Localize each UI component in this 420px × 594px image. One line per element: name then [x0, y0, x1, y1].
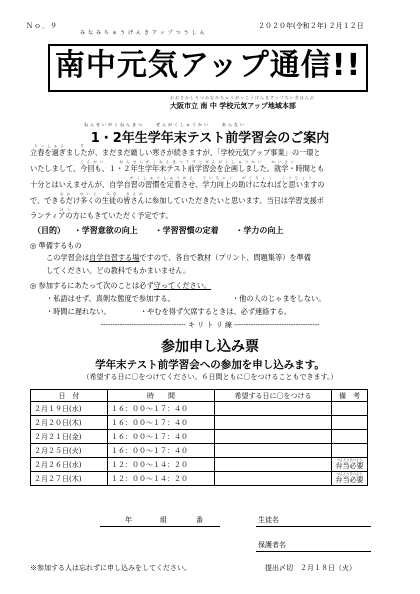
table-row: [31, 430, 368, 444]
note-cell: [332, 472, 368, 486]
student-name-field[interactable]: [256, 526, 371, 527]
attendance-checkbox-cell[interactable]: [215, 444, 332, 458]
date-cell: ２月１９日(水): [31, 402, 108, 416]
table-row: [31, 458, 368, 472]
title-ruby: みなみちゅうげんきアップつうしん: [80, 30, 208, 36]
rule-item: ・他の人のじゃまをしない。: [232, 294, 326, 303]
column-header: 日 付: [31, 390, 108, 402]
rule-item: ・やむを得ず欠席するときは、必ず連絡する。: [140, 307, 291, 316]
items-to-bring-text-2: してください。どの教科でもかまいません。: [46, 266, 191, 275]
aim-item: ・学習意欲の向上: [73, 226, 138, 235]
newsletter-subtitle: 大阪市立 南 中 学校元気アップ地域本部: [170, 102, 296, 110]
note-cell: [332, 402, 368, 416]
attendance-checkbox-cell[interactable]: [215, 416, 332, 430]
note-cell: [332, 416, 368, 430]
date-cell: ２月２７日(木): [31, 472, 108, 486]
cut-line: ------------------------------------ キ リ ト リ 線 ------------------------------------: [100, 321, 320, 329]
issue-date: ２０２０年(令和２年) ２月１２日: [258, 22, 364, 30]
class-label: 組: [160, 516, 167, 524]
time-cell: １６：００～１７：４０: [108, 402, 215, 416]
grade-label: 年: [125, 516, 132, 524]
guardian-name-field[interactable]: [256, 551, 371, 552]
submission-deadline: 提出〆切 ２月１８日（火）: [265, 564, 356, 572]
document-number: Ｎｏ．９: [26, 22, 58, 30]
note-cell: [332, 430, 368, 444]
note-ruby: べんとうひつよう: [336, 472, 363, 477]
items-to-bring-text: [46, 253, 311, 263]
heading-ruby: ねんせいがくねんまつ ぜんがくしゅうかい あんない: [84, 122, 246, 127]
time-cell: １２：００～１４：２０: [108, 472, 215, 486]
subtitle-ruby: おおさかしりつみなみちゅうがっこうげんきアップちいきほんぶ: [170, 95, 315, 100]
body-ruby-1: りっしゅん す: [34, 144, 87, 148]
attendance-checkbox-cell[interactable]: [215, 472, 332, 486]
note-text: 弁当必要: [335, 475, 364, 484]
table-row: [31, 444, 368, 458]
student-name-label: 生徒名: [258, 516, 279, 524]
note-cell: [332, 444, 368, 458]
announcement-heading: 1・2年生学年末テスト前学習会のご案内: [90, 131, 330, 146]
items-text-emphasis: 自学自習する場: [89, 253, 140, 262]
note-text: 弁当必要: [335, 461, 364, 470]
body-ruby-4: おお せいと みな さんか: [60, 192, 146, 196]
items-to-bring-label: ◎ 準備するもの: [30, 241, 82, 250]
attendance-checkbox-cell[interactable]: [215, 458, 332, 472]
time-cell: １６：００～１７：４０: [108, 416, 215, 430]
rules-label: [30, 281, 211, 291]
aim-item: ・学習習慣の定着: [154, 226, 219, 235]
date-cell: ２月２１日(金): [31, 430, 108, 444]
column-header: 備 考: [332, 390, 368, 402]
date-cell: ２月２６日(水): [31, 458, 108, 472]
aim-item: ・学力の向上: [235, 226, 284, 235]
table-header-row: [31, 390, 368, 402]
table-row: [31, 472, 368, 486]
attendance-checkbox-cell[interactable]: [215, 430, 332, 444]
date-cell: ２月２０日(木): [31, 416, 108, 430]
body-ruby-5: ほう: [60, 208, 74, 212]
column-header: 希望する日に〇をつける: [215, 390, 332, 402]
rules-label-emphasis: 守ってください。: [153, 281, 212, 290]
aims-label: （目的）: [33, 226, 65, 235]
schedule-table: [30, 389, 368, 486]
time-cell: １６：００～１７：４０: [108, 430, 215, 444]
footer-note: ※参加する人は忘れずに申し込みをしてください。: [30, 564, 191, 572]
items-text-before: この学習会は: [46, 253, 90, 262]
rule-item: ・私語はせず、真剣な態度で参加する。: [46, 294, 175, 303]
body-line-3: 十分とはいえませんが、自学自習の習慣を定着させ、学力向上の助けになればと思いますの: [30, 180, 325, 189]
rules-label-text: ◎ 参加するにあたって次のことは必ず: [30, 281, 154, 290]
aims-row: [33, 225, 283, 236]
newsletter-title: 南中元気アップ通信!!: [54, 48, 362, 83]
note-ruby: べんとうひつよう: [336, 458, 363, 463]
date-cell: ２月２５日(火): [31, 444, 108, 458]
body-line-2: いたしまして、今回も、１・２年生学年末テスト前学習会を企画しました。就学・時間とも: [30, 164, 325, 173]
time-cell: １２：００～１４：２０: [108, 458, 215, 472]
body-ruby-2: こんかい ねんせいがくねんまつてすとぜんがくしゅうかい かいさい: [80, 160, 298, 164]
body-line-1: 立春を過ぎましたが、まだまだ厳しい寒さが続きますが、「学校元気アップ事業」の一環と: [30, 148, 321, 157]
note-cell: [332, 458, 368, 472]
column-header: 時 間: [108, 390, 215, 402]
table-row: [31, 416, 368, 430]
number-label: 番: [196, 516, 203, 524]
time-cell: １６：００～１７：４０: [108, 444, 215, 458]
attendance-checkbox-cell[interactable]: [215, 402, 332, 416]
guardian-name-label: 保護者名: [258, 541, 286, 549]
table-row: [31, 402, 368, 416]
form-title: 参加申し込み票: [161, 339, 259, 355]
form-note: （希望する日に〇をつけてください。６日間ともに〇をつけることもできます。）: [82, 373, 338, 381]
grade-class-number-field[interactable]: [100, 526, 220, 527]
form-subtitle: 学年末テスト前学習会への参加を申し込みます。: [95, 359, 325, 371]
body-ruby-3: がくしゅうしゅうかん ていちゃく がくりょく こうじょう: [130, 176, 315, 180]
body-line-5: ランティアの方にもきていただく予定です。: [30, 211, 173, 220]
body-line-4: で、できるだけ多くの生徒の皆さんに参加していただきたいと思います。当日は学習支援ボ: [30, 196, 324, 205]
items-text-after: ですので、各自で教材（プリント、問題集等）を準備: [139, 253, 311, 262]
rule-item: ・時間に遅れない。: [46, 307, 111, 316]
